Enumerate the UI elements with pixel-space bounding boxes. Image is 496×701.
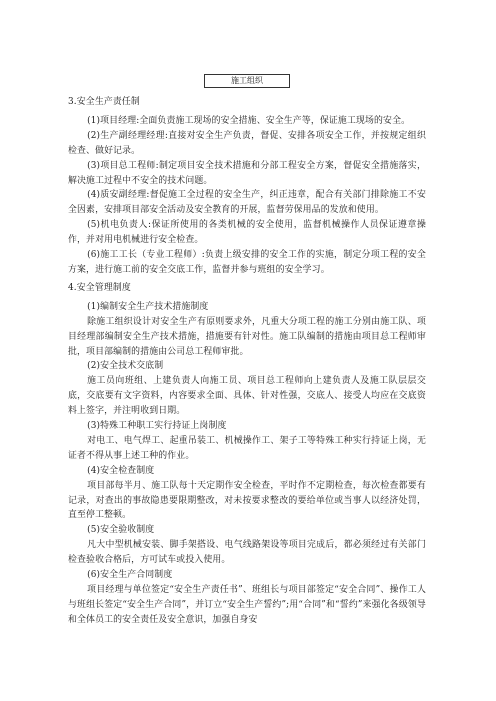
section-3-item: (4)质安副经理:督促施工全过程的安全生产，纠正违章，配合有关部门排除施工不安全因素，安排项目部安全活动及安全教育的开展，监督劳保用品的发放和使用。	[68, 190, 426, 216]
section-3-item: (3)项目总工程师:制定项目安全技术措施和分部工程安全方案，督促安全措施落实，解决施工过程中不安全的技术问题。	[68, 160, 426, 186]
subsection-body: 项目经理与单位签定“安全生产责任书”、班组长与项目部签定“安全合同”、操作工人与班组长签定“安全生产合同”，并订立“安全生产誓约”;用“合同”和“誓约”来强化各级领导和全体员工的安全责任及安全意识，加强自身安	[68, 585, 426, 625]
subsection-title: (2)安全技术交底制	[87, 361, 164, 372]
section-3-heading: 3.安全生产责任制	[68, 97, 140, 107]
section-3-item: (6)施工工长（专业工程师）:负责上级安排的安全工作的实施，制定分项工程的安全方案，进行施工前的安全交底工作，监督并参与班组的安全学习。	[68, 250, 426, 275]
section-3-item: (5)机电负责人:保证所使用的各类机械的安全使用，监督机械操作人员保证遵章操作，并对用电机械进行安全检查。	[68, 220, 426, 246]
subsection-title: (6)安全生产合同制度	[87, 570, 173, 581]
subsection-title: (4)安全检查制度	[87, 465, 155, 476]
section-3-item: (2)生产副经理经理:直接对安全生产负责，督促、安排各项安全工作，并按规定组织检查、做好记录。	[68, 130, 426, 156]
page-header-label: 施工组织	[204, 74, 290, 88]
subsection-body: 项目部每半月、施工队每十天定期作安全检查，平时作不定期检查，每次检查都要有记录，对查出的事故隐患要限期整改，对未按要求整改的要给单位或当事人以经济处罚，直至停工整顿。	[68, 480, 426, 521]
subsection-body: 施工员向班组、上建负责人向施工员、项目总工程师向上建负责人及施工队层层交底，交底要有文字资料，内容要求全面、具体、针对性强，交底人、接受人均应在交底资料上签字，并注明收到日期。	[68, 376, 426, 417]
subsection-body: 对电工、电气焊工、起重吊装工、机械操作工、架子工等特殊工种实行持证上岗，无证者不得从事上述工种的作业。	[68, 435, 426, 461]
subsection-title: (3)特殊工种职工实行持证上岗制度	[87, 421, 227, 432]
subsection-title: (5)安全验收制度	[87, 525, 155, 536]
section-4-heading: 4.安全管理制度	[68, 282, 131, 293]
subsection-body: 凡大中型机械安装、脚手架搭设、电气线路架设等项目完成后，都必须经过有关部门检查验收合格后，方可试车或投入使用。	[68, 540, 426, 566]
section-3-item: (1)项目经理:全面负责施工现场的安全措施、安全生产等，保证施工现场的安全。	[87, 115, 411, 126]
document-body	[68, 92, 426, 628]
subsection-body: 除施工组织设计对安全生产有原则要求外，凡重大分项工程的施工分别由施工队、项目经理部编制安全生产技术措施，措施要有针对性。施工队编制的措施由项目总工程师审批，项目部编制的措施由公司总工程师审批。	[68, 316, 426, 357]
subsection-title: (1)编制安全生产技术措施制度	[87, 301, 209, 312]
